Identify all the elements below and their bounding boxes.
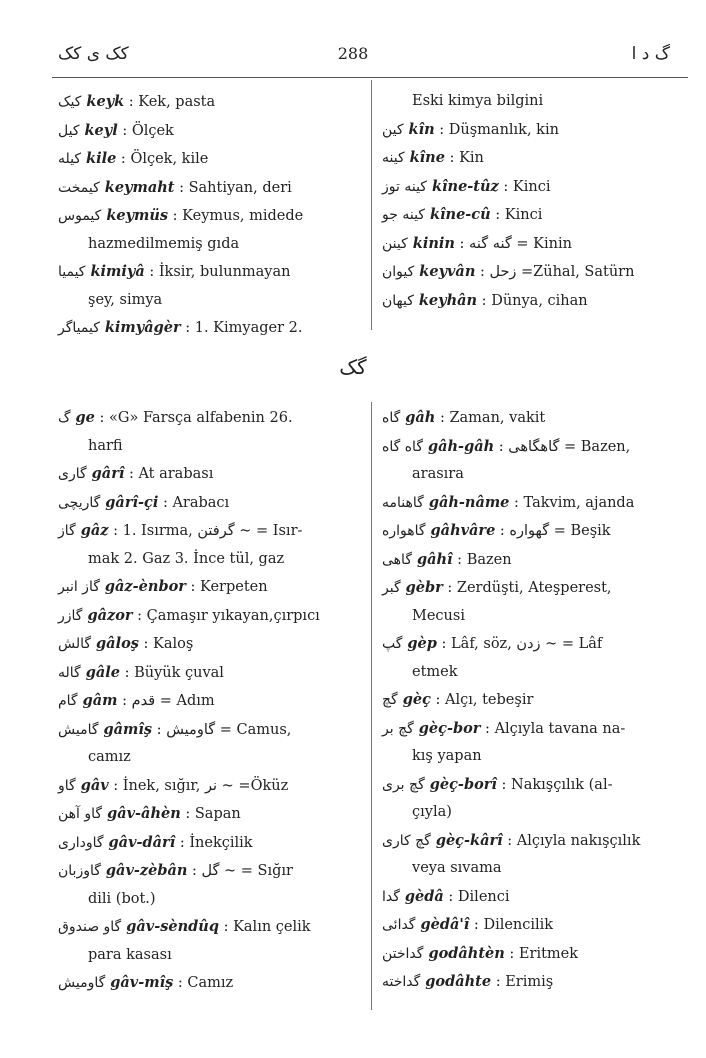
dictionary-entry: کیمخت keymaht : Sahtiyan, deri [58,178,292,196]
dictionary-entry: گالش gâloş : Kaloş [58,635,194,652]
entry-definition: گهواره = Beşik [509,523,611,539]
dictionary-entry: کیهان keyhân : Dünya, cihan [382,291,588,309]
entry-definition: Alçıyla tavana na- [494,720,626,737]
entry-arabic-script: گاو [58,777,76,794]
entry-arabic-script: گدا [382,888,400,905]
entry-definition: Ölçek, kile [130,151,209,167]
dictionary-entry: گداخته godâhte : Erimiş [382,973,554,990]
entry-arabic-script: گامیش [58,721,99,738]
entry-definition: قدم = Adım [131,693,215,709]
entry-continuation: hazmedilmemiş gıda [88,235,240,252]
dictionary-entry: کینه جو kîne-cû : Kinci [382,206,543,223]
dictionary-entry: گاری gârî : At arabası [58,465,214,482]
entry-arabic-script: کینه جو [382,207,425,223]
entry-headword: gèbr [405,579,443,596]
dictionary-entry: گامیش gâmîş : گاومیش = Camus, camız [58,716,364,772]
dictionary-entry: کیله kile : Ölçek, kile [58,150,209,167]
entry-headword: gâh [405,409,436,426]
entry-arabic-script: کیله [58,151,82,167]
entry-arabic-script: کینن [382,235,408,252]
entry-arabic-script: گچ کاری [382,832,431,849]
entry-arabic-script: گداختن [382,945,424,962]
entry-headword: gèdâ [404,887,444,905]
top-column-divider [371,80,372,330]
dictionary-entry: گاه گاه gâh-gâh : گاهگاهی = Bazen, arasıra [382,433,688,489]
top-left-column [58,88,364,343]
entry-headword: gârî-çi [105,493,159,511]
entry-definition: Camız [187,975,234,991]
dictionary-entry: گدائی gèdâ'î : Dilencilik [382,916,554,933]
entry-definition: Dilenci [457,888,510,905]
dictionary-entry: گاریچی gârî-çi : Arabacı [58,493,230,511]
dictionary-entry: گاوداری gâv-dârî : İnekçilik [58,833,253,851]
entry-headword: gâzor [87,606,133,624]
entry-headword: gèç-bor [418,719,481,737]
entry-arabic-script: گاو صندوق [58,919,122,935]
entry-arabic-script: گاو آهن [58,806,103,822]
entry-definition: At arabası [138,466,214,482]
entry-headword: kîne-cû [429,206,491,223]
entry-arabic-script: گ [58,410,71,426]
entry-headword: gèç [402,691,431,708]
entry-arabic-script: کین [382,121,404,138]
entry-headword: gèp [407,635,437,652]
entry-definition: Takvim, ajanda [523,494,635,511]
entry-continuation: dili (bot.) [88,890,156,907]
entry-definition: گاومیش = Camus, [166,721,292,738]
entry-definition: Bazen [466,551,512,568]
dictionary-entry: گچ بری gèç-borî : Nakışçılık (al- çıyla) [382,771,688,827]
entry-definition: Kaloş [153,636,194,652]
entry-definition: Dilencilik [483,917,554,933]
dictionary-entry: کیک keyk : Kek, pasta [58,93,216,110]
entry-headword: kimyâgèr [104,319,181,336]
entry-headword: keyvân [419,263,476,280]
dictionary-entry: گاهی gâhî : Bazen [382,550,512,568]
entry-arabic-script: کیل [58,122,80,139]
entry-arabic-script: گاومیش [58,975,106,991]
entry-definition: Arabacı [172,494,230,511]
entry-definition: Erimiş [505,974,554,990]
entry-arabic-script: کیک [58,94,82,110]
entry-headword: keyl [84,121,118,139]
entry-headword: kîne-tûz [431,177,499,195]
entry-definition: Nakışçılık (al- [511,776,613,793]
entry-arabic-script: کینه [382,150,405,166]
entry-definition: Düşmanlık, kin [448,121,559,138]
entry-headword: godâhte [425,973,492,990]
bottom-column-divider [371,402,372,1010]
entry-arabic-script: گاهنامه [382,494,424,511]
entry-definition: Zerdüşti, Ateşperest, [456,580,612,596]
entry-arabic-script: گام [58,693,78,709]
dictionary-entry: گاو آهن gâv-âhèn : Sapan [58,805,241,822]
entry-definition: İnekçilik [189,834,253,851]
dictionary-entry: گام gâm : قدم = Adım [58,692,215,709]
dictionary-entry: گداختن godâhtèn : Eritmek [382,944,579,962]
entry-headword: kîn [408,120,435,138]
entry-headword: gâv-sèndûq [126,918,219,935]
entry-headword: kinin [412,234,455,252]
dictionary-entry: گاو صندوق gâv-sèndûq : Kalın çelik para kasası [58,913,364,969]
entry-headword: gèç-borî [429,775,497,793]
entry-arabic-script: گاز [58,523,76,539]
entry-arabic-script: گاری [58,466,87,482]
entry-arabic-script: گدائی [382,917,416,933]
dictionary-entry: گاهنامه gâh-nâme : Takvim, ajanda [382,493,635,511]
entry-continuation: kış yapan [412,748,482,764]
entry-headword: gâv-mîş [110,974,174,991]
entry-definition: Alçı, tebeşir [445,692,534,708]
dictionary-entry [382,88,688,116]
entry-definition: İnek, sığır, نر ~ =Öküz [122,777,289,794]
entry-headword: gâle [85,663,120,681]
entry-headword: gâv-zèbân [105,862,188,879]
entry-headword: gâm [82,692,118,709]
entry-arabic-script: گپ [382,636,403,652]
dictionary-entry: گاله gâle : Büyük çuval [58,663,224,681]
entry-definition: زحل =Zühal, Satürn [489,264,635,280]
dictionary-entry: کینن kinin : گنه گنه = Kinin [382,234,572,252]
entry-continuation: mak 2. Gaz 3. İnce tül, gaz [88,550,285,567]
entry-definition: گاهگاهی = Bazen, [508,438,631,455]
entry-headword: gâz-ènbor [104,578,186,595]
entry-arabic-script: کینه توز [382,178,427,195]
dictionary-entry: گاهواره gâhvâre : گهواره = Beşik [382,522,611,539]
entry-continuation: Eski kimya bilgini [412,93,544,109]
entry-definition: 1. Isırma, گرفتن ~ = Isır- [122,523,303,539]
header-left-guide-word: کک ی کک [58,44,129,64]
entry-headword: gâhvâre [430,522,496,539]
entry-arabic-script: کیمخت [58,179,100,196]
dictionary-entry: گچ کاری gèç-kârî : Alçıyla nakışçılık veya sıvama [382,827,688,883]
entry-headword: gâhî [416,550,453,568]
entry-arabic-script: کیهان [382,292,414,309]
dictionary-entry: کیمیاگر kimyâgèr : 1. Kimyager 2. [58,319,303,336]
entry-headword: keyk [86,93,125,110]
entry-arabic-script: گاه گاه [382,438,423,455]
entry-definition: Keymus, midede [182,208,304,224]
entry-definition: «G» Farsça alfabenin 26. [109,410,293,426]
entry-continuation: camız [88,749,131,765]
entry-headword: godâhtèn [428,944,505,962]
dictionary-entry: گاوزبان gâv-zèbân : گل ~ = Sığır dili (bot.) [58,857,364,913]
entry-arabic-script: گاهی [382,551,412,568]
entry-headword: gâv-dârî [108,833,176,851]
entry-arabic-script: گبر [382,580,401,596]
dictionary-entry: کیوان keyvân : زحل =Zühal, Satürn [382,263,635,280]
entry-definition: Ölçek [131,122,174,139]
dictionary-entry: کیموس keymüs : Keymus, midede hazmedilmemiş gıda [58,202,364,258]
entry-arabic-script: کیمیا [58,264,86,280]
entry-headword: gârî [91,465,125,482]
entry-arabic-script: گاهواره [382,523,426,539]
dictionary-entry: گبر gèbr : Zerdüşti, Ateşperest, Mecusi [382,574,688,630]
entry-headword: gâv [80,776,109,794]
header-right-guide-word: گ د ا [631,44,670,64]
entry-definition: Eritmek [518,945,579,962]
entry-headword: gâh-nâme [428,493,510,511]
entry-arabic-script: گچ بری [382,776,425,793]
entry-arabic-script: گاز انبر [58,579,100,595]
entry-arabic-script: کیوان [382,264,415,280]
entry-headword: keymaht [104,178,175,196]
entry-definition: Lâf, söz, زدن ~ = Lâf [451,636,603,652]
dictionary-entry: گاز انبر gâz-ènbor : Kerpeten [58,578,268,595]
entry-headword: gâv-âhèn [107,805,181,822]
entry-continuation: harfi [88,437,123,454]
entry-continuation: çıyla) [412,804,452,820]
entry-arabic-script: گاوداری [58,834,104,851]
entry-headword: kimiyâ [90,263,145,280]
entry-continuation: Mecusi [412,607,465,624]
dictionary-entry: کینه توز kîne-tûz : Kinci [382,177,551,195]
entry-headword: gèç-kârî [435,831,503,849]
top-right-column [382,88,688,315]
entry-arabic-script: کیموس [58,208,102,224]
entry-definition: گنه گنه = Kinin [469,235,572,252]
entry-definition: Alçıyla nakışçılık [516,832,641,849]
entry-continuation: veya sıvama [412,860,502,876]
entry-definition: Dünya, cihan [491,292,588,309]
dictionary-entry: کین kîn : Düşmanlık, kin [382,120,559,138]
entry-arabic-script: گچ بر [382,720,414,737]
dictionary-entry: گپ gèp : Lâf, söz, زدن ~ = Lâf etmek [382,630,688,686]
entry-headword: ge [75,409,95,426]
entry-arabic-script: گاوزبان [58,863,101,879]
dictionary-entry: گاز gâz : 1. Isırma, گرفتن ~ = Isır- mak 2. Gaz 3. İnce tül, gaz [58,517,364,573]
dictionary-entry: کیمیا kimiyâ : İksir, bulunmayan şey, simya [58,258,364,314]
dictionary-entry: گدا gèdâ : Dilenci [382,887,510,905]
entry-headword: gâloş [96,635,139,652]
bottom-right-column [382,404,688,997]
entry-headword: keymüs [106,207,169,224]
entry-definition: Büyük çuval [134,664,224,681]
entry-definition: 1. Kimyager 2. [194,320,303,336]
entry-arabic-script: کیمیاگر [58,320,100,336]
entry-definition: Sapan [194,806,241,822]
entry-headword: kile [86,150,117,167]
entry-continuation: arasıra [412,466,464,482]
entry-arabic-script: گداخته [382,974,421,990]
entry-headword: kîne [409,149,445,166]
dictionary-entry: گازر gâzor : Çamaşır yıkayan,çırpıcı [58,606,320,624]
entry-definition: Kalın çelik [233,919,311,935]
entry-definition: Kek, pasta [138,94,216,110]
dictionary-entry: گاه gâh : Zaman, vakit [382,409,546,426]
dictionary-entry: گاو gâv : İnek, sığır, نر ~ =Öküz [58,776,289,794]
entry-headword: keyhân [418,291,478,309]
entry-definition: Kin [459,150,484,166]
entry-arabic-script: گاله [58,664,81,681]
dictionary-entry: گاومیش gâv-mîş : Camız [58,974,234,991]
dictionary-entry: گ ge : «G» Farsça alfabenin 26. harfi [58,404,364,460]
entry-headword: gâh-gâh [427,437,495,455]
entry-continuation: şey, simya [88,291,163,308]
entry-definition: گل ~ = Sığır [201,863,293,879]
entry-arabic-script: گاریچی [58,494,101,511]
entry-headword: gèdâ'î [420,916,470,933]
header-rule [52,77,688,78]
entry-definition: Zaman, vakit [449,410,546,426]
section-title: گک [339,355,367,379]
dictionary-entry: کیل keyl : Ölçek [58,121,174,139]
entry-definition: Kinci [512,178,551,195]
entry-definition: Çamaşır yıkayan,çırpıcı [146,607,320,624]
dictionary-entry: کینه kîne : Kin [382,149,484,166]
entry-headword: gâmîş [103,720,153,738]
entry-arabic-script: گاه [382,410,401,426]
dictionary-entry: گچ gèç : Alçı, tebeşir [382,691,534,708]
entry-definition: Kinci [504,207,543,223]
entry-arabic-script: گازر [58,607,83,624]
entry-continuation: para kasası [88,946,172,963]
entry-definition: Kerpeten [200,579,268,595]
entry-definition: İksir, bulunmayan [158,264,291,280]
entry-continuation: etmek [412,663,458,680]
page-number: 288 [337,44,369,63]
entry-arabic-script: گچ [382,692,398,708]
bottom-left-column [58,404,364,998]
entry-definition: Sahtiyan, deri [188,179,292,196]
entry-arabic-script: گالش [58,636,92,652]
entry-headword: gâz [80,522,109,539]
dictionary-entry: گچ بر gèç-bor : Alçıyla tavana na- kış yapan [382,715,688,771]
